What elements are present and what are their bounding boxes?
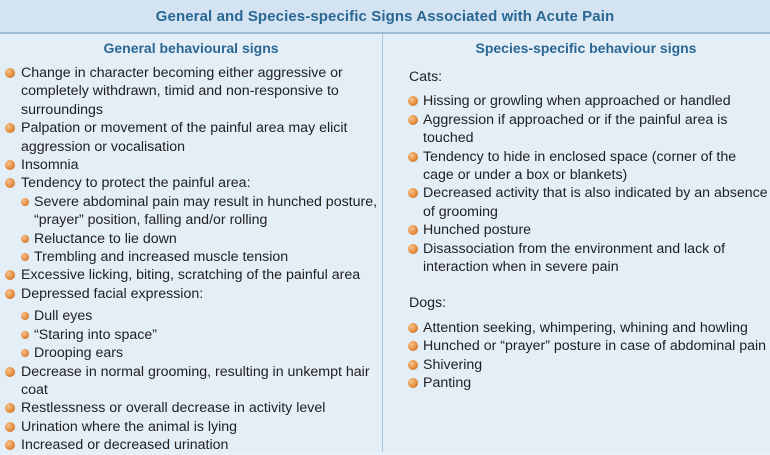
bullet-icon — [408, 378, 418, 388]
table-title: General and Species-specific Signs Associated with Acute Pain — [155, 7, 615, 25]
sub-list-item: “Staring into space” — [0, 326, 378, 344]
bullet-icon — [5, 289, 15, 299]
sub-list-item: Severe abdominal pain may result in hunched posture, “prayer” position, falling and/or rolling — [0, 193, 378, 230]
bullet-icon — [408, 225, 418, 235]
bullet-icon — [5, 178, 15, 188]
cats-label: Cats: — [409, 69, 443, 85]
bullet-icon — [5, 270, 15, 280]
bullet-icon — [5, 422, 15, 432]
list-item: Palpation or movement of the painful area may elicit aggression or vocalisation — [0, 119, 378, 156]
bullet-icon — [5, 440, 15, 450]
spacer — [384, 276, 770, 294]
bullet-icon — [21, 312, 29, 320]
list-item: Urination where the animal is lying — [0, 418, 378, 436]
list-item: Increased or decreased urination — [0, 436, 378, 454]
bullet-icon — [5, 403, 15, 413]
list-item: Hunched or “prayer” posture in case of abdominal pain — [384, 337, 770, 355]
list-item: Depressed facial expression: — [0, 285, 378, 303]
list-item: Disassociation from the environment and lack of interaction when in severe pain — [384, 240, 770, 277]
bullet-icon — [408, 152, 418, 162]
species-signs-column — [384, 34, 770, 393]
bullet-icon — [408, 341, 418, 351]
general-signs-column — [0, 34, 382, 455]
list-item: Restlessness or overall decrease in activity level — [0, 399, 378, 417]
bullet-icon — [21, 331, 29, 339]
bullet-icon — [408, 96, 418, 106]
list-item: Tendency to protect the painful area: — [0, 174, 378, 192]
list-item: Hunched posture — [384, 221, 770, 239]
bullet-icon — [21, 198, 29, 206]
title-bar — [0, 0, 770, 34]
list-item: Tendency to hide in enclosed space (corner of the cage or under a box or blankets) — [384, 148, 770, 185]
list-item: Panting — [384, 374, 770, 392]
bullet-icon — [5, 123, 15, 133]
bullet-icon — [408, 115, 418, 125]
bullet-icon — [5, 367, 15, 377]
list-item: Decrease in normal grooming, resulting in unkempt hair coat — [0, 363, 378, 400]
general-signs-heading: General behavioural signs — [103, 40, 279, 56]
list-item: Attention seeking, whimpering, whining and howling — [384, 319, 770, 337]
list-item: Hissing or growling when approached or handled — [384, 92, 770, 110]
bullet-icon — [5, 160, 15, 170]
list-item: Shivering — [384, 356, 770, 374]
list-item: Insomnia — [0, 156, 378, 174]
cats-list — [384, 92, 770, 276]
bullet-icon — [21, 253, 29, 261]
dogs-label: Dogs: — [409, 295, 447, 312]
general-signs-list — [0, 64, 382, 455]
sub-list-item: Reluctance to lie down — [0, 230, 378, 248]
bullet-icon — [408, 360, 418, 370]
list-item: Aggression if approached or if the painful area is touched — [384, 111, 770, 148]
column-divider — [382, 34, 383, 452]
dogs-list — [384, 319, 770, 393]
list-item: Decreased activity that is also indicated by an absence of grooming — [384, 184, 770, 221]
sub-list-item: Dull eyes — [0, 307, 378, 325]
sub-list-item: Drooping ears — [0, 344, 378, 362]
bullet-icon — [408, 244, 418, 254]
bullet-icon — [5, 68, 15, 78]
sub-list-item: Trembling and increased muscle tension — [0, 248, 378, 266]
list-item: Change in character becoming either aggressive or completely withdrawn, timid and non-responsive to surroundings — [0, 64, 378, 119]
list-item: Excessive licking, biting, scratching of the painful area — [0, 266, 378, 284]
species-signs-heading: Species-specific behaviour signs — [475, 40, 697, 56]
bullet-icon — [408, 188, 418, 198]
bullet-icon — [408, 323, 418, 333]
bullet-icon — [21, 235, 29, 243]
bullet-icon — [21, 349, 29, 357]
